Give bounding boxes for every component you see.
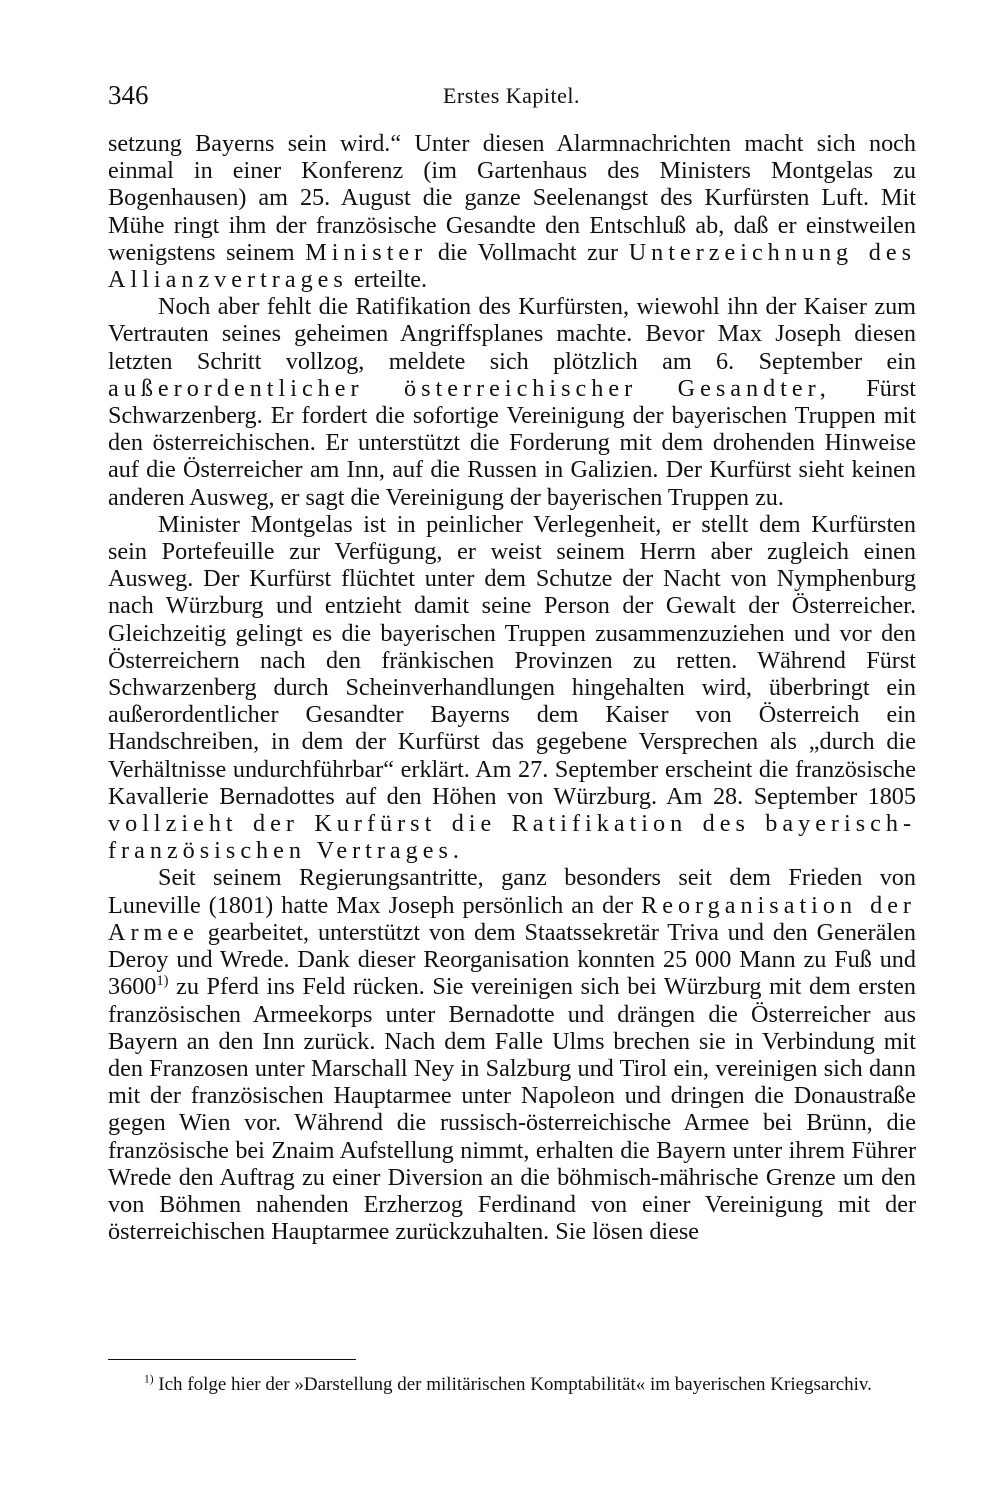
footnote-rule: [108, 1359, 356, 1360]
page-header: [108, 80, 915, 120]
paragraph-2: [108, 293, 916, 511]
running-head: Erstes Kapitel.: [442, 83, 581, 108]
p4-spaced-reorganisation: Reorganisation der Armee: [108, 891, 916, 946]
p4-text-a: Seit seinem Regierungsantritte, ganz besonders seit dem Frieden von Luneville (1801) hatte Max Joseph persönlich an der: [108, 864, 916, 919]
p3-spaced-ratifikation: vollzieht der Kurfürst die Ratifikation des bayerisch-französischen Vertrages.: [108, 810, 916, 865]
p4-text-c: gearbeitet, unterstützt von dem Staatssekretär Triva und den Generälen Deroy und Wrede. Dank dieser Reorganisation konnten 25 000 Mann zu Fuß und 3600: [108, 918, 917, 1001]
p1-text-a: setzung Bayerns sein wird.“ Unter diesen Alarmnachrichten macht sich noch einmal in einer Konferenz (im Gartenhaus des Ministers Montgelas zu Bogenhausen) am 25. August die ganze Seelenangst des Kurfürsten Luft. Mit Mühe ringt ihm der französische Gesandte den Entschluß ab, daß er einstweilen wenigstens seinem: [108, 130, 916, 266]
page-number: 346: [108, 80, 149, 110]
body-text: [108, 130, 916, 1245]
p1-text-c: die Vollmacht zur: [437, 238, 619, 266]
p1-text-e: erteilte.: [353, 266, 428, 294]
p2-text-a: Noch aber fehlt die Ratifikation des Kurfürsten, wiewohl ihn der Kaiser zum Vertrauten seines geheimen Angriffsplanes machte. Bevor Max Joseph diesen letzten Schritt vollzog, meldete sich plötzlich am 6. September ein: [108, 293, 916, 375]
footnote-marker: 1): [144, 1373, 154, 1386]
footnote-text: Ich folge hier der »Darstellung der militärischen Komptabilität« im bayerischen Kriegsarchiv.: [158, 1374, 872, 1395]
footnote-reference: 1): [156, 973, 169, 990]
p2-spaced-gesandter: außerordentlicher österreichischer Gesandter,: [108, 374, 831, 402]
p3-text-a: Minister Montgelas ist in peinlicher Verlegenheit, er stellt dem Kurfürsten sein Portefeuille zur Verfügung, er weist seinem Herrn aber zugleich einen Ausweg. Der Kurfürst flüchtet unter dem Schutze der Nacht von Nymphenburg nach Würzburg und entzieht damit seine Person der Gewalt der Österreicher. Gleichzeitig gelingt es die bayerischen Truppen zusammenzuziehen und vor den Österreichern nach den fränkischen Provinzen zu retten. Während Fürst Schwarzenberg durch Scheinverhandlungen hingehalten wird, überbringt ein außerordentlicher Gesandter Bayerns dem Kaiser von Österreich ein Handschreiben, in dem der Kurfürst das gegebene Versprechen als „durch die Verhältnisse undurchführbar“ erklärt. Am 27. September erscheint die französische Kavallerie Bernadottes auf den Höhen von Würzburg. Am 28. September 1805: [108, 510, 916, 810]
footnote: [108, 1372, 916, 1398]
p4-text-d: zu Pferd ins Feld rücken. Sie vereinigen sich bei Würzburg mit dem ersten französischen Armeekorps unter Bernadotte und drängen die Österreicher aus Bayern an den Inn zurück. Nach dem Falle Ulms brechen sie in Verbindung mit den Franzosen unter Marschall Ney in Salzburg und Tirol ein, vereinigen sich dann mit der französischen Hauptarmee unter Napoleon und dringen die Donaustraße gegen Wien vor. Während die russisch-österreichische Armee bei Brünn, die französische bei Znaim Aufstellung nimmt, erhalten die Bayern unter ihrem Führer Wrede den Auftrag zu einer Diversion an die böhmisch-mährische Grenze um den von Böhmen nahenden Erzherzog Ferdinand von einer Vereinigung mit der österreichischen Hauptarmee zurückzuhalten. Sie lösen diese: [108, 973, 916, 1246]
p1-spaced-minister: Minister: [305, 238, 428, 266]
paragraph-1: [108, 130, 916, 293]
p1-spaced-unterzeichnung: Unterzeichnung des Allianzvertrages: [108, 238, 917, 294]
paragraph-3: [108, 511, 916, 865]
paragraph-4: [108, 864, 916, 1245]
p2-text-c: Fürst Schwarzenberg. Er fordert die sofortige Vereinigung der bayerischen Truppen mit den österreichischen. Er unterstützt die Forderung mit dem drohenden Hinweise auf die Österreicher am Inn, auf die Russen in Galizien. Der Kurfürst sieht keinen anderen Ausweg, er sagt die Vereinigung der bayerischen Truppen zu.: [108, 374, 916, 511]
